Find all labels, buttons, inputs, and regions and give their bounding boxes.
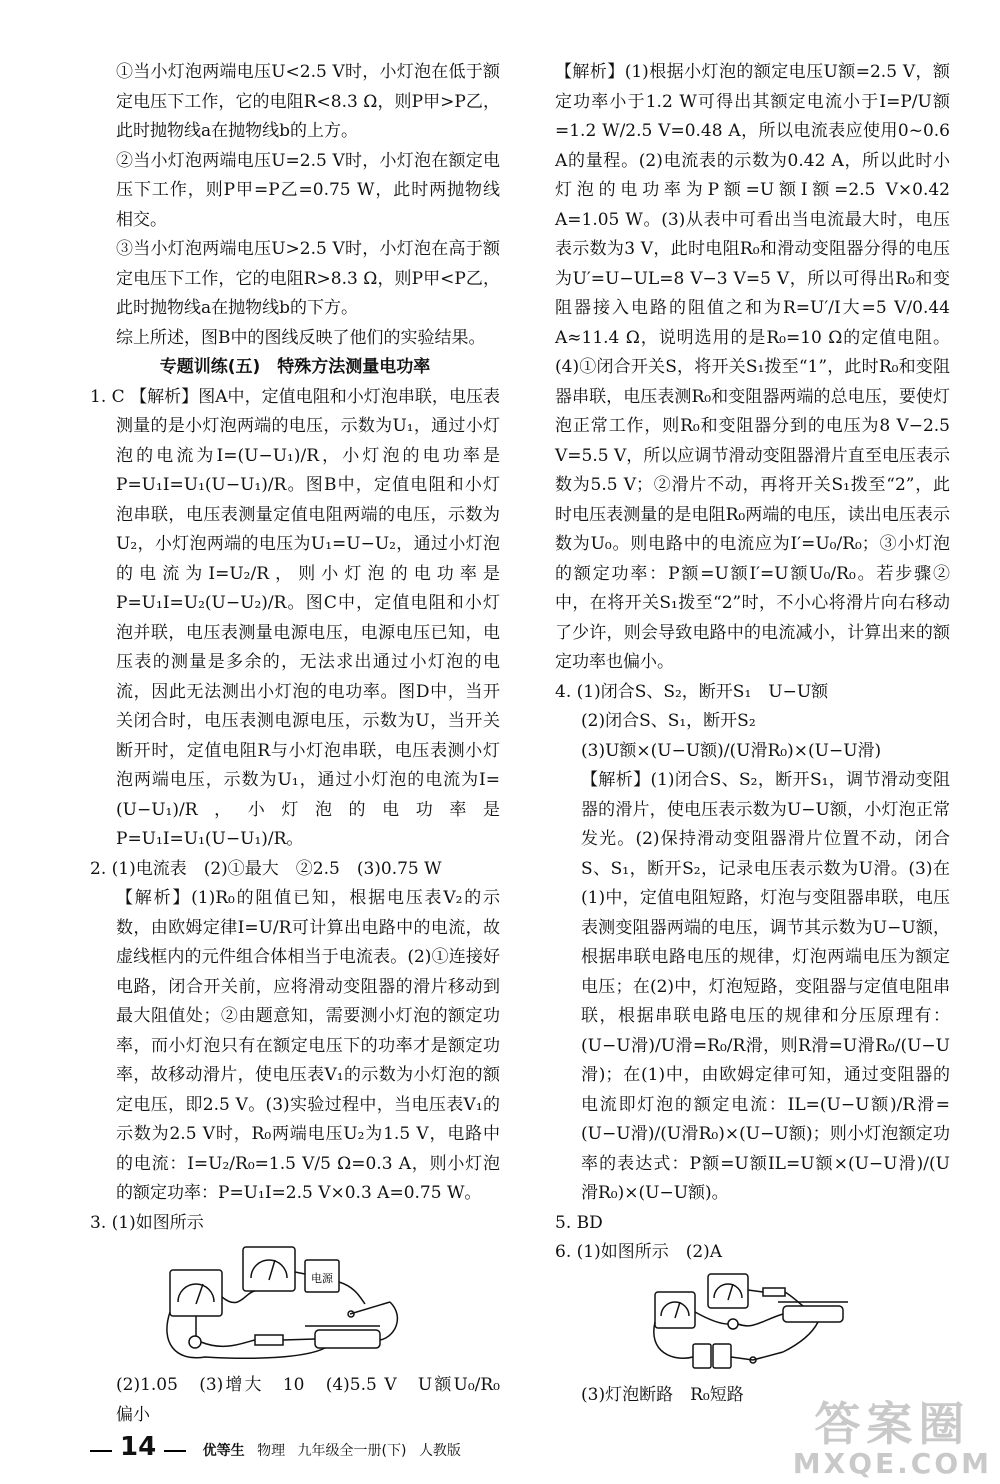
question-2-answer: 2. (1)电流表 (2)①最大 ②2.5 (3)0.75 W xyxy=(90,858,442,879)
question-5-answer: 5. BD xyxy=(555,1212,603,1233)
watermark xyxy=(792,1397,992,1480)
question-4-part-2: (2)闭合S、S₁，断开S₂ xyxy=(581,711,756,731)
question-4-explanation: 【解析】(1)闭合S、S₂，断开S₁，调节滑动变阻器的滑片，使电压表示数为U−U额，小灯泡正常发光。(2)保持滑动变阻器滑片位置不动，闭合S、S₁，断开S₂，记录电压表示数为U滑。(3)在(1)中，定值电阻短路，灯泡与变阻器串联，电压表测变阻器两端的电压，调节其示数为U−U额，根据串联电路电压的规律，灯泡两端电压为额定电压；在(2)中，灯泡短路，变阻器与定值电阻串联，根据串联电路电压的规律和分压原理有：(U−U滑)/U滑=R₀/R滑，则R滑=U滑R₀/(U−U滑)；在(1)中，由欧姆定律可知，通过变阻器的电流即灯泡的额定电流：IL=(U−U额)/R滑=(U−U滑)/(U滑R₀)×(U−U额)；则小灯泡额定功率的表达式：P额=U额IL=U额×(U−U滑)/(U滑R₀)×(U−U额)。 xyxy=(581,770,950,1203)
footer-edition: 人教版 xyxy=(418,1443,461,1459)
question-4-part-1: 4. (1)闭合S、S₂，断开S₁ U−U额 xyxy=(555,681,829,702)
question-3-part-2: (2)1.05 (3)增大 10 (4)5.5 V U额U₀/R₀ 偏小 xyxy=(116,1375,517,1425)
footer-grade: 九年级全一册(下) xyxy=(297,1443,407,1459)
question-3-part-1: 3. (1)如图所示 xyxy=(90,1212,204,1233)
question-1: 1. C 【解析】图A中，定值电阻和小灯泡串联，电压表测量的是小灯泡两端的电压，示数为U₁，通过小灯泡的电流为I=(U−U₁)/R，小灯泡的电功率是P=U₁I=U₁(U−U₁)/R。图B中，定值电阻和小灯泡串联，电压表测量定值电阻两端的电压，示数为U₂，小灯泡两端的电压为U₁=U−U₂，通过小灯泡的电流为I=U₂/R，则小灯泡的电功率是P=U₁I=U₂(U−U₂)/R。图C中，定值电阻和小灯泡并联，电压表测量电源电压，电源电压已知，电压表的测量是多余的，无法求出通过小灯泡的电流，因此无法测出小灯泡的电功率。图D中，当开关闭合时，电压表测电源电压，示数为U，当开关断开时，定值电阻R与小灯泡串联，电压表测小灯泡两端电压，示数为U₁，通过小灯泡的电流为I=(U−U₁)/R，小灯泡的电功率是P=U₁I=U₁(U−U₁)/R。 xyxy=(90,386,500,849)
footer-brand: 优等生 xyxy=(202,1443,245,1459)
footer-dash-right xyxy=(164,1450,186,1452)
footer-dash-left xyxy=(90,1450,112,1452)
circuit-diagram-q3 xyxy=(165,1242,425,1367)
analysis-summary: 综上所述，图B中的图线反映了他们的实验结果。 xyxy=(116,327,486,348)
question-3-explanation: 【解析】(1)根据小灯泡的额定电压U额=2.5 V，额定功率小于1.2 W可得出其额定电流小于I=P/U额=1.2 W/2.5 V=0.48 A，所以电流表应使用0~0.6 A的量程。(2)电流表的示数为0.42 A，所以此时小灯泡的电功率为P额=U额I额=2.5 V×0.42 A=1.05 W。(3)从表中可看出当电流最大时，电压表示数为3 V，此时电阻R₀和滑动变阻器分得的电压为U′=U−UL=8 V−3 V=5 V，所以可得出R₀和变阻器接入电路的阻值之和为R=U′/I大=5 V/0.44 A≈11.4 Ω，说明选用的是R₀=10 Ω的定值电阻。(4)①闭合开关S，将开关S₁拨至“1”，此时R₀和变阻器串联，电压表测R₀和变阻器两端的总电压，要使灯泡正常工作，则R₀和变阻器分到的电压为8 V−2.5 V=5.5 V，所以应调节滑动变阻器滑片直至电压表示数为5.5 V；②滑片不动，再将开关S₁拨至“2”，此时电压表测量的是电阻R₀两端的电压，读出电压表示数为U₀。则电路中的电流应为I′=U₀/R₀；③小灯泡的额定功率：P额=U额I′=U额U₀/R₀。若步骤②中，在将开关S₁拨至“2”时，不小心将滑片向右移动了少许，则会导致电路中的电流减小，计算出来的额定功率也偏小。 xyxy=(555,62,950,672)
right-column xyxy=(555,58,950,1410)
question-4-part-3: (3)U额×(U−U额)/(U滑R₀)×(U−U滑) xyxy=(581,740,882,761)
analysis-case-1: ①当小灯泡两端电压U<2.5 V时，小灯泡在低于额定电压下工作，它的电阻R<8.3 Ω，则P甲>P乙，此时抛物线a在抛物线b的上方。 xyxy=(116,62,500,141)
question-2-explanation: 【解析】(1)R₀的阻值已知，根据电压表V₂的示数，由欧姆定律I=U/R可计算出电路中的电流，故虚线框内的元件组合体相当于电流表。(2)①连接好电路，闭合开关前，应将滑动变阻器的滑片移动到最大阻值处；②由题意知，需要测小灯泡的额定功率，而小灯泡只有在额定电压下的功率才是额定功率，故移动滑片，使电压表V₁的示数为小灯泡的额定电压，即2.5 V。(3)实验过程中，当电压表V₁的示数为2.5 V时，R₀两端电压U₂为1.5 V，电路中的电流：I=U₂/R₀=1.5 V/5 Ω=0.3 A，则小灯泡的额定功率：P=U₁I=2.5 V×0.3 A=0.75 W。 xyxy=(116,888,500,1203)
fig3-power-label: 电源 xyxy=(311,1272,333,1285)
left-column xyxy=(90,58,517,1430)
question-6-part-2: (3)灯泡断路 R₀短路 xyxy=(581,1384,744,1405)
analysis-case-3: ③当小灯泡两端电压U>2.5 V时，小灯泡在高于额定电压下工作，它的电阻R>8.3 Ω，则P甲<P乙，此时抛物线a在抛物线b的下方。 xyxy=(116,239,500,318)
section-title: 专题训练(五) 特殊方法测量电功率 xyxy=(159,357,431,377)
watermark-logo-text: 答案圈 xyxy=(814,1397,971,1451)
footer-subject: 物理 xyxy=(257,1443,286,1459)
watermark-url: MXQE.COM xyxy=(792,1447,992,1480)
page-number: 14 xyxy=(120,1432,157,1462)
page-footer xyxy=(90,1432,461,1462)
analysis-case-2: ②当小灯泡两端电压U=2.5 V时，小灯泡在额定电压下工作，则P甲=P乙=0.75 W，此时两抛物线相交。 xyxy=(116,150,500,230)
circuit-diagram-q6 xyxy=(653,1272,853,1377)
question-6-part-1: 6. (1)如图所示 (2)A xyxy=(555,1242,723,1262)
